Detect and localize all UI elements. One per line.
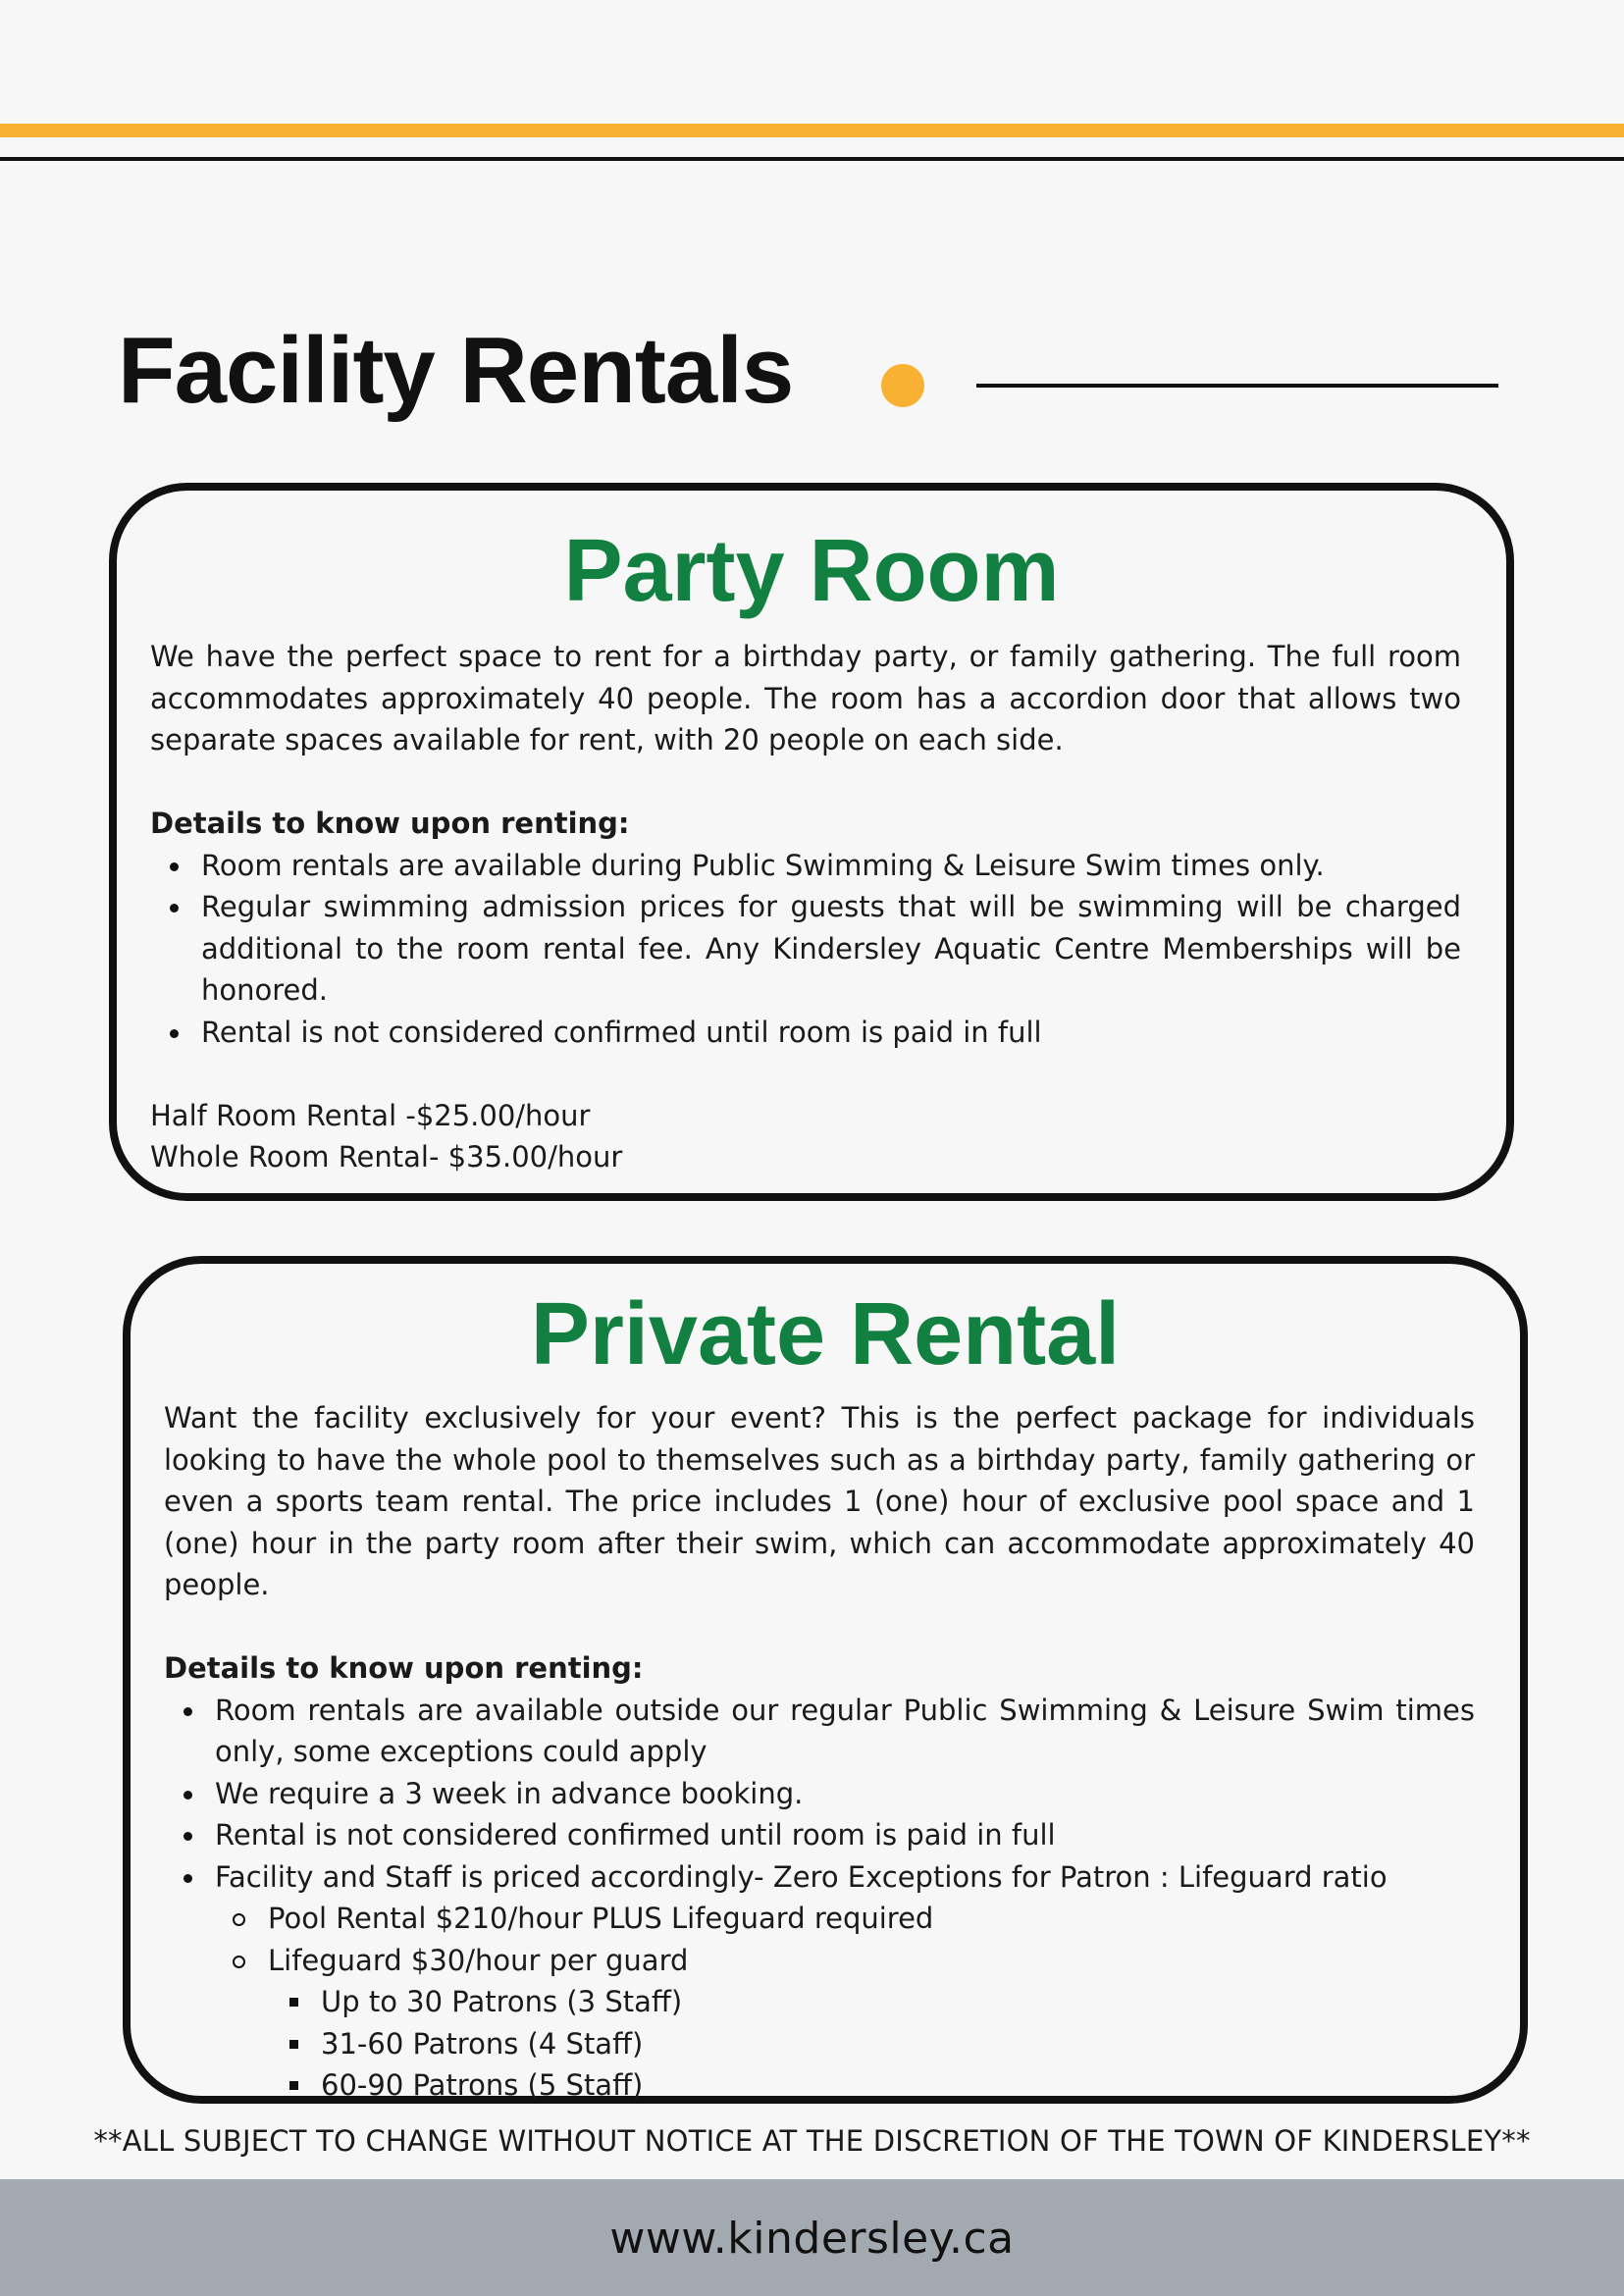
top-accent-rule xyxy=(0,124,1624,137)
footer-band xyxy=(0,2179,1624,2296)
list-item: Rental is not considered confirmed until room is paid in full xyxy=(164,1814,1475,1856)
title-accent-dot xyxy=(881,364,924,407)
list-item: Room rentals are available during Public Swimming & Leisure Swim times only. xyxy=(150,845,1461,887)
list-item: Rental is not considered confirmed until room is paid in full xyxy=(150,1012,1461,1054)
lifeguard-price-text: Lifeguard $30/hour per guard xyxy=(268,1943,689,1977)
guard-ratio-item: Up to 30 Patrons (3 Staff) xyxy=(268,1981,1475,2023)
top-divider-rule xyxy=(0,157,1624,161)
half-room-price: Half Room Rental -$25.00/hour xyxy=(150,1098,591,1132)
pricing-sublist xyxy=(215,1898,1475,2107)
whole-room-price: Whole Room Rental- $35.00/hour xyxy=(150,1140,623,1174)
disclaimer-text: **ALL SUBJECT TO CHANGE WITHOUT NOTICE AT THE DISCRETION OF THE TOWN OF KINDERSLEY** xyxy=(93,2124,1531,2158)
private-rental-details-heading: Details to know upon renting: xyxy=(164,1651,644,1685)
list-item: Regular swimming admission prices for guests that will be swimming will be charged additional to the room rental fee. Any Kindersley Aquatic Centre Memberships will be honored. xyxy=(150,886,1461,1012)
title-underline xyxy=(976,384,1498,388)
party-room-details-heading: Details to know upon renting: xyxy=(150,807,630,840)
guard-ratio-list xyxy=(268,1981,1475,2107)
list-item-text: Facility and Staff is priced accordingly- Zero Exceptions for Patron : Lifeguard ratio xyxy=(215,1859,1388,1894)
lifeguard-price xyxy=(215,1940,1475,2107)
private-rental-body xyxy=(131,1397,1520,2107)
party-room-prices xyxy=(150,1095,1461,1178)
party-room-card xyxy=(109,483,1514,1201)
website-link[interactable]: www.kindersley.ca xyxy=(609,2214,1015,2264)
pool-rental-price: Pool Rental $210/hour PLUS Lifeguard required xyxy=(215,1898,1475,1940)
party-room-intro: We have the perfect space to rent for a birthday party, or family gathering. The full room accommodates approximately 40 people. The room has a accordion door that allows two separate spaces available for rent, with 20 people on each side. xyxy=(150,640,1461,757)
list-item xyxy=(164,1856,1475,2107)
party-room-body xyxy=(117,636,1506,1178)
guard-ratio-item: 60-90 Patrons (5 Staff) xyxy=(268,2064,1475,2107)
party-room-heading: Party Room xyxy=(563,522,1060,620)
party-room-details-list xyxy=(150,845,1461,1054)
private-rental-card xyxy=(123,1256,1528,2104)
page-title: Facility Rentals xyxy=(118,318,794,423)
list-item: We require a 3 week in advance booking. xyxy=(164,1773,1475,1815)
private-rental-details-list xyxy=(164,1690,1475,2107)
private-rental-intro: Want the facility exclusively for your event? This is the perfect package for individuals looking to have the whole pool to themselves such as a birthday party, family gathering or even a sports team rental. The price includes 1 (one) hour of exclusive pool space and 1 (one) hour in the party room after their swim, which can accommodate approximately 40 people. xyxy=(164,1401,1475,1601)
guard-ratio-item: 31-60 Patrons (4 Staff) xyxy=(268,2023,1475,2065)
private-rental-heading: Private Rental xyxy=(530,1285,1121,1383)
list-item: Room rentals are available outside our regular Public Swimming & Leisure Swim times only, some exceptions could apply xyxy=(164,1690,1475,1773)
